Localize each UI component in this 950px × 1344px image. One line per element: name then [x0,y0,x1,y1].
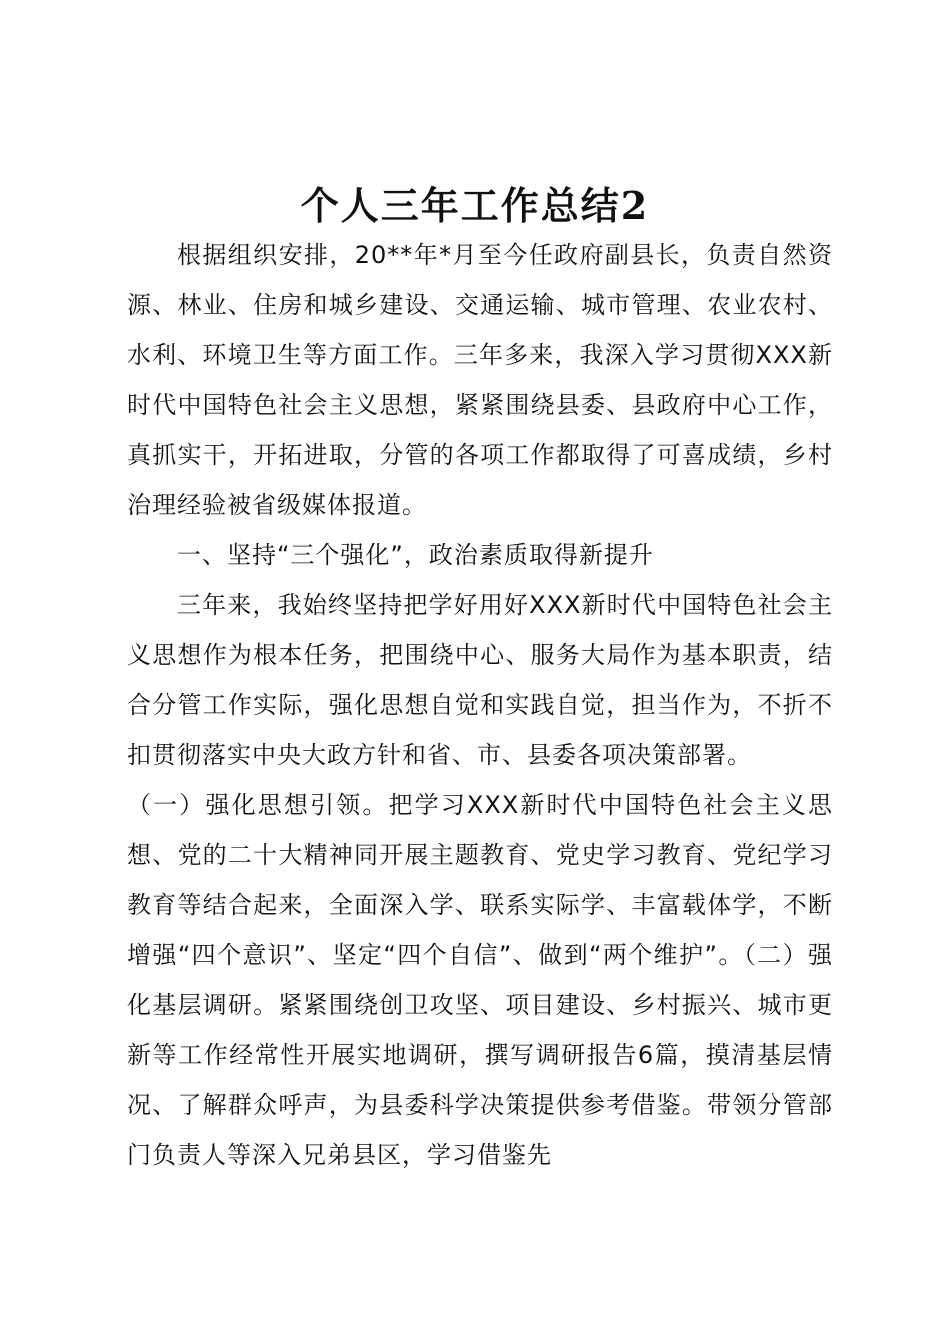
paragraph-section-1: 三年来，我始终坚持把学好用好XXX新时代中国特色社会主义思想作为根本任务，把围绕中心、服务大局作为基本职责，结合分管工作实际，强化思想自觉和实践自觉，担当作为，不折不扣贯彻落实中央大政方针和省、市、县委各项决策部署。 [127,591,833,769]
document-title: 个人三年工作总结2 [300,183,650,228]
paragraph-intro: 根据组织安排，20**年*月至今任政府副县长，负责自然资源、林业、住房和城乡建设、交通运输、城市管理、农业农村、水利、环境卫生等方面工作。三年多来，我深入学习贯彻XXX新时代中国特色社会主义思想，紧紧围绕县委、县政府中心工作，真抓实干，开拓进取，分管的各项工作都取得了可喜成绩，乡村治理经验被省级媒体报道。 [127,241,833,519]
section-heading-1: 一、坚持“三个强化”，政治素质取得新提升 [177,541,654,569]
document-body [127,230,833,1180]
paragraph-subsections: （一）强化思想引领。把学习XXX新时代中国特色社会主义思想、党的二十大精神同开展主题教育、党史学习教育、党纪学习教育等结合起来，全面深入学、联系实际学、丰富载体学，不断增强“四个意识”、坚定“四个自信”、做到“两个维护”。（二）强化基层调研。紧紧围绕创卫攻坚、项目建设、乡村振兴、城市更新等工作经常性开展实地调研，撰写调研报告6篇，摸清基层情况、了解群众呼声，为县委科学决策提供参考借鉴。带领分管部门负责人等深入兄弟县区，学习借鉴先 [127,791,833,1169]
